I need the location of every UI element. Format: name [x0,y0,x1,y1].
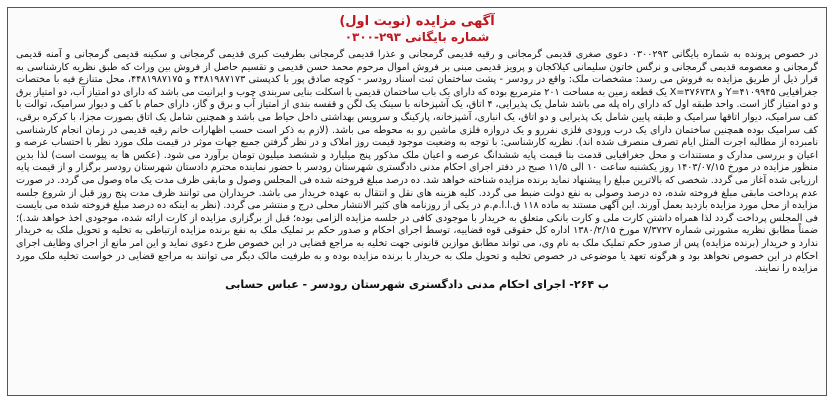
notice-footer: ب ۲۶۴- اجرای احکام مدنی دادگستری شهرستان رودسر - عباس حسابی [225,277,609,291]
archive-number: شماره بایگانی ۲۹۳-۰۳۰۰ [344,30,490,44]
auction-notice [7,7,827,396]
notice-body: در خصوص پرونده به شماره بایگانی ۰۳۰۰۲۹۳ دعوی صغری قدیمی گرمجانی و رقیه قدیمی گرمجانی و عذرا قدیمی گرمجانی بطرفیت کبری قدیمی گرمجانی و سکینه قدیمی گرمجانی و آمنه قدیمی گرمجانی و معصومه قدیمی گرمجانی و نرگس خاتون سلیمانی کیلاکجان و پرویز قدیمی مبنی بر فروش اموال مرحوم محمد حسن قدیمی و تقسیم حاصل از فروش بین وراث که طبق نظریه کارشناسی به قرار ذیل از طریق مزایده به فروش می رسد: مشخصات ملک: واقع در رودسر - پشت ساختمان ثبت اسناد رودسر - کوچه صادق پور با کدپستی ۴۴۸۱۹۸۷۱۷۳ و ۴۴۸۱۹۸۷۱۷۵، محل متنازع فیه با مختصات جغرافیایی ۴۱۰۹۹۴۵=Y و ۳۷۶۷۳۸=X یک قطعه زمین به مساحت ۲۰۱ مترمربع بوده که دارای یک باب ساختمان قدیمی با اسکلت بنایی سربندی چوب و ایرانیت می باشد که دارای دو امتیاز آب، دو امتیاز برق و دو امتیاز گاز است. واحد طبقه اول که دارای راه پله می باشد شامل یک پذیرایی، ۴ اتاق، یک آشپزخانه با سینک یک لگن و قفسه بندی از امتیاز آب و برق و گاز، دارای حمام با کف و دیوار سرامیک، توالت با کف سرامیک، دیوار اتاقها سرامیک و طبقه پایین شامل یک پذیرایی و دو اتاق، یک انباری، آشپزخانه، پارکینگ و سرویس بهداشتی داخل حیاط می باشد و همچنین شامل یک اتاق بصورت مجزا، با کرکره برقی، کف سرامیک بوده همچنین ساختمان دارای یک درب ورودی فلزی نفررو و یک دروازه فلزی ماشین رو به محوطه می باشد. (لازم به ذکر است حسب اظهارات خانم رقیه قدیمی در زمان انجام کارشناسی نامبرده از مطالبه اجرت المثل ایام تصرف منصرف شده اند). نظریه کارشناسی: با توجه به وضعیت موجود قیمت روز املاک و در نظر گرفتن جمیع جهات موثر در قیمت ملک مورد نظر با احتساب عرصه و اعیان و بررسی مدارک و مستندات و محل جغرافیایی قدمت بنا قیمت پایه ششدانگ عرصه و اعیان ملک مذکور پنج میلیارد و ششصد میلیون تومان برآورد می شود. (عکس ها به پیوست است) لذا بدین منظور مزایده در مورخ ۱۴۰۳/۰۷/۱۵ روز یکشنبه ساعت ۱۰ الی ۱۱/۵ صبح در دفتر اجرای احکام مدنی دادگستری شهرستان رودسر با حضور نماینده محترم دادستان شهرستان رودسر برگزار و از قیمت پایه ارزیابی شده آغاز می گردد. شخصی که بالاترین مبلغ را پیشنهاد نماید برنده مزایده شناخته خواهد شد. ده درصد مبلغ فروخته شده فی المجلس وصول و مابقی ظرف مدت یک ماه وصول می گردد. در صورت عدم پرداخت مابقی مبلغ فروخته شده، ده درصد وصولی به نفع دولت ضبط می گردد. کلیه هزینه های نقل و انتقال به عهده خریدار می باشد. خریداران می توانند ظرف مدت پنج روز قبل از شروع جلسه مزایده از محل مورد مزایده بازدید بعمل آورند. این آگهی مستند به ماده ۱۱۸ ق.ا.ا.م.م در یکی از روزنامه های کثیر الانتشار محلی درج و منتشر می گردد. (نظر به اینکه ده درصد مبلغ فروخته شده می بایست فی المجلس پرداخت گردد لذا همراه داشتن کارت ملی و کارت بانکی متعلق به خریدار با موجودی کافی در جلسه مزایده الزامی بوده؛ قبل از برگزاری مزایده از کارت ارائه شده، موجودی اخذ خواهد شد.)؛ ضمناً مطابق نظریه مشورتی شماره ۷/۳۷۲۷ مورخ ۱۳۸۰/۲/۱۵ اداره کل حقوقی قوه قضاییه، توسط اجرای احکام و صدور حکم بر تملیک ملک به نفع برنده مزایده ارتباطی به تخلیه و تحویل ملک به خریدار ندارد و خریدار (برنده مزایده) پس از صدور حکم تملیک ملک به نام وی، می تواند مطابق موازین قانونی جهت تخلیه به مراجع قضایی در این خصوص طرح دعوی نماید و این امر مانع از اجرای وظایف اجرای احکام در این خصوص نخواهد بود و هرگونه تعهد یا موضوعی در خصوص تخلیه و تحویل ملک به خریدار با برنده مزایده بوده و به طرفیت مالک دیگر می توانند به مراجع قضایی در خواست تخلیه ملک مورد مزایده را نمایند. [16,49,819,275]
notice-title: آگهی مزایده (نوبت اول) [339,14,495,29]
